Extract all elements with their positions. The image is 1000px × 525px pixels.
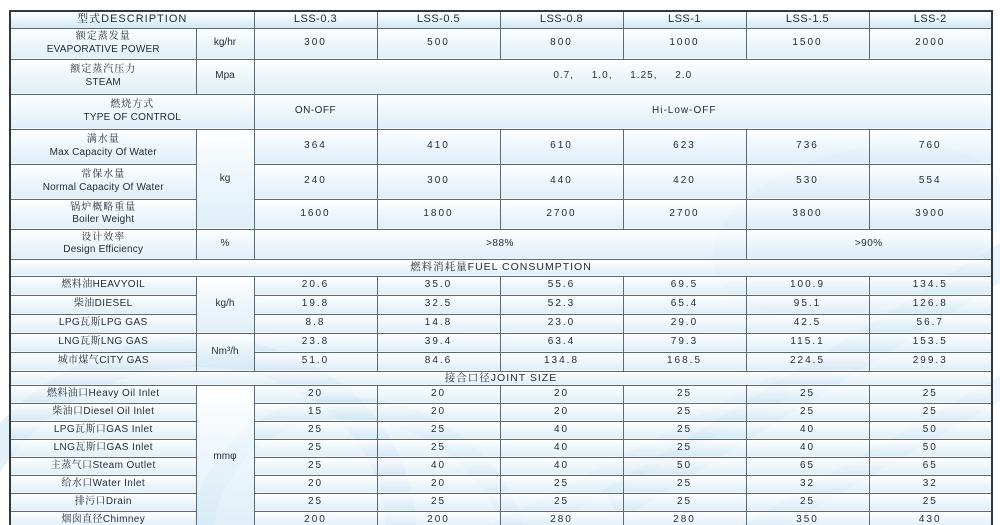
- value-cell: 736: [746, 129, 869, 164]
- row-label-en: Max Capacity Of Water: [49, 146, 157, 158]
- value-cell: 50: [623, 457, 746, 475]
- fuel-row-diesel: [10, 295, 992, 314]
- value-cell: 25: [377, 439, 500, 457]
- unit-cell-kgh: kg/h: [196, 276, 254, 333]
- row-label: LNG瓦斯口GAS Inlet: [10, 439, 196, 457]
- row-label-zh: 额定蒸发量: [75, 31, 131, 42]
- value-cell: 25: [377, 493, 500, 511]
- value-cell: 25: [869, 493, 992, 511]
- value-cell: 20: [254, 475, 377, 493]
- row-label-en: STEAM: [85, 76, 121, 88]
- unit-cell-kg: kg: [196, 129, 254, 229]
- value-cell: 20.6: [254, 276, 377, 295]
- value-cell: 65: [746, 457, 869, 475]
- joint-row-drain: [10, 493, 992, 511]
- value-cell: 15: [254, 403, 377, 421]
- value-cell: 20: [500, 403, 623, 421]
- value-cell: 42.5: [746, 314, 869, 333]
- value-cell: 25: [254, 421, 377, 439]
- joint-row-diesel-oil-inlet: [10, 403, 992, 421]
- row-label: 烟囱直径Chimney: [10, 511, 196, 525]
- joint-row-heavy-oil-inlet: [10, 385, 992, 403]
- row-label: 燃料油HEAVYOIL: [10, 276, 196, 295]
- value-cell: 25: [623, 475, 746, 493]
- row-label: [10, 129, 196, 164]
- value-cell: 224.5: [746, 352, 869, 371]
- steam-pressure-values-cell: 0.7, 1.0, 1.25, 2.0: [254, 59, 992, 94]
- value-cell: 200: [377, 511, 500, 525]
- row-label-en: EVAPORATIVE POWER: [46, 43, 160, 55]
- value-cell: 79.3: [623, 333, 746, 352]
- value-cell: 29.0: [623, 314, 746, 333]
- model-header-lss-0-8: LSS-0.8: [500, 11, 623, 28]
- value-cell: 1000: [623, 28, 746, 59]
- unit-cell: Mpa: [196, 59, 254, 94]
- value-cell: 40: [500, 439, 623, 457]
- value-cell: 20: [377, 385, 500, 403]
- row-label-zh: 额定蒸汽压力: [70, 64, 137, 75]
- value-cell: 554: [869, 164, 992, 199]
- model-header-lss-1: LSS-1: [623, 11, 746, 28]
- value-cell: 40: [377, 457, 500, 475]
- row-label-zh: 燃烧方式: [110, 99, 155, 110]
- value-cell: 2700: [623, 199, 746, 229]
- row-label-en: Design Efficiency: [63, 244, 144, 255]
- joint-row-lpg-gas-inlet: [10, 421, 992, 439]
- value-cell: 168.5: [623, 352, 746, 371]
- value-cell: 3800: [746, 199, 869, 229]
- value-cell: 153.5: [869, 333, 992, 352]
- fuel-row-lng: [10, 333, 992, 352]
- value-cell: 40: [500, 457, 623, 475]
- model-header-lss-2: LSS-2: [869, 11, 992, 28]
- unit-cell: kg/hr: [196, 28, 254, 59]
- value-cell: 55.6: [500, 276, 623, 295]
- fuel-row-heavyoil: [10, 276, 992, 295]
- row-label: [10, 59, 196, 94]
- value-cell: 8.8: [254, 314, 377, 333]
- row-label: 柴油口Diesel Oil Inlet: [10, 403, 196, 421]
- value-cell: 20: [500, 385, 623, 403]
- efficiency-90-cell: >90%: [746, 229, 992, 259]
- value-cell: 95.1: [746, 295, 869, 314]
- value-cell: 63.4: [500, 333, 623, 352]
- value-cell: 25: [746, 403, 869, 421]
- value-cell: 3900: [869, 199, 992, 229]
- fuel-section-header-row: [10, 259, 992, 276]
- value-cell: 23.0: [500, 314, 623, 333]
- value-cell: 1600: [254, 199, 377, 229]
- value-cell: 115.1: [746, 333, 869, 352]
- value-cell: 52.3: [500, 295, 623, 314]
- max-water-row: [10, 129, 992, 164]
- row-label: LPG瓦斯口GAS Inlet: [10, 421, 196, 439]
- value-cell: 25: [377, 421, 500, 439]
- value-cell: 240: [254, 164, 377, 199]
- model-header-lss-0-5: LSS-0.5: [377, 11, 500, 28]
- value-cell: 25: [746, 385, 869, 403]
- value-cell: 40: [746, 421, 869, 439]
- unit-cell-nm3h: Nm³/h: [196, 333, 254, 371]
- row-label-en: Boiler Weight: [72, 214, 135, 225]
- joint-row-water-inlet: [10, 475, 992, 493]
- value-cell: 530: [746, 164, 869, 199]
- value-cell: 610: [500, 129, 623, 164]
- row-label: [10, 199, 196, 229]
- value-cell: 2000: [869, 28, 992, 59]
- control-on-off-cell: ON-OFF: [254, 94, 377, 129]
- value-cell: 134.8: [500, 352, 623, 371]
- value-cell: 1500: [746, 28, 869, 59]
- joint-section-header-row: [10, 371, 992, 385]
- value-cell: 1800: [377, 199, 500, 229]
- value-cell: 800: [500, 28, 623, 59]
- joint-row-lng-gas-inlet: [10, 439, 992, 457]
- value-cell: 300: [254, 28, 377, 59]
- value-cell: 440: [500, 164, 623, 199]
- model-header-lss-1-5: LSS-1.5: [746, 11, 869, 28]
- value-cell: 25: [869, 385, 992, 403]
- joint-row-steam-outlet: [10, 457, 992, 475]
- header-row: [10, 11, 992, 28]
- value-cell: 100.9: [746, 276, 869, 295]
- value-cell: 134.5: [869, 276, 992, 295]
- fuel-section-title: 燃料消耗量FUEL CONSUMPTION: [10, 259, 992, 276]
- value-cell: 14.8: [377, 314, 500, 333]
- row-label: 燃料油口Heavy Oil Inlet: [10, 385, 196, 403]
- row-label: LNG瓦斯LNG GAS: [10, 333, 196, 352]
- value-cell: 25: [500, 493, 623, 511]
- value-cell: 69.5: [623, 276, 746, 295]
- row-label: [10, 94, 254, 129]
- design-efficiency-row: [10, 229, 992, 259]
- value-cell: 32.5: [377, 295, 500, 314]
- value-cell: 760: [869, 129, 992, 164]
- row-label: [10, 164, 196, 199]
- type-of-control-row: [10, 94, 992, 129]
- value-cell: 350: [746, 511, 869, 525]
- row-label: [10, 28, 196, 59]
- row-label-zh: 设计效率: [81, 231, 126, 243]
- value-cell: 65: [869, 457, 992, 475]
- row-label: 主蒸气口Steam Outlet: [10, 457, 196, 475]
- row-label: LPG瓦斯LPG GAS: [10, 314, 196, 333]
- value-cell: 25: [623, 493, 746, 511]
- model-header-lss-0-3: LSS-0.3: [254, 11, 377, 28]
- value-cell: 32: [746, 475, 869, 493]
- value-cell: 410: [377, 129, 500, 164]
- value-cell: 25: [746, 493, 869, 511]
- value-cell: 500: [377, 28, 500, 59]
- row-label-zh: 满水量: [86, 134, 120, 145]
- row-label: [10, 229, 196, 259]
- row-label-zh: 常保水量: [81, 169, 126, 180]
- value-cell: 51.0: [254, 352, 377, 371]
- value-cell: 32: [869, 475, 992, 493]
- row-label-zh: 锅炉概略重量: [70, 201, 137, 213]
- value-cell: 23.8: [254, 333, 377, 352]
- value-cell: 35.0: [377, 276, 500, 295]
- value-cell: 40: [500, 421, 623, 439]
- value-cell: 25: [623, 385, 746, 403]
- value-cell: 25: [623, 421, 746, 439]
- description-header-cell: 型式DESCRIPTION: [10, 11, 254, 28]
- value-cell: 40: [746, 439, 869, 457]
- value-cell: 200: [254, 511, 377, 525]
- value-cell: 50: [869, 439, 992, 457]
- normal-water-row: [10, 164, 992, 199]
- value-cell: 19.8: [254, 295, 377, 314]
- value-cell: 20: [377, 403, 500, 421]
- row-label: 柴油DIESEL: [10, 295, 196, 314]
- value-cell: 280: [500, 511, 623, 525]
- value-cell: 420: [623, 164, 746, 199]
- steam-pressure-row: [10, 59, 992, 94]
- value-cell: 39.4: [377, 333, 500, 352]
- spec-table-container: [9, 10, 993, 525]
- efficiency-88-cell: >88%: [254, 229, 746, 259]
- row-label: 城市煤气CITY GAS: [10, 352, 196, 371]
- value-cell: 25: [623, 403, 746, 421]
- value-cell: 25: [869, 403, 992, 421]
- value-cell: 56.7: [869, 314, 992, 333]
- value-cell: 300: [377, 164, 500, 199]
- joint-row-chimney: [10, 511, 992, 525]
- value-cell: 50: [869, 421, 992, 439]
- value-cell: 364: [254, 129, 377, 164]
- joint-section-title: 接合口径JOINT SIZE: [10, 371, 992, 385]
- value-cell: 84.6: [377, 352, 500, 371]
- boiler-weight-row: [10, 199, 992, 229]
- unit-cell-percent: %: [196, 229, 254, 259]
- row-label: 排污口Drain: [10, 493, 196, 511]
- value-cell: 25: [254, 439, 377, 457]
- value-cell: 25: [623, 439, 746, 457]
- fuel-row-citygas: [10, 352, 992, 371]
- value-cell: 299.3: [869, 352, 992, 371]
- value-cell: 280: [623, 511, 746, 525]
- value-cell: 65.4: [623, 295, 746, 314]
- control-hi-low-off-cell: Hi-Low-OFF: [377, 94, 992, 129]
- boiler-spec-table: [9, 10, 993, 525]
- value-cell: 20: [377, 475, 500, 493]
- row-label-en: Normal Capacity Of Water: [42, 181, 164, 193]
- value-cell: 126.8: [869, 295, 992, 314]
- value-cell: 623: [623, 129, 746, 164]
- unit-cell-mmphi: mmφ: [196, 385, 254, 525]
- value-cell: 430: [869, 511, 992, 525]
- value-cell: 2700: [500, 199, 623, 229]
- fuel-row-lpg: [10, 314, 992, 333]
- value-cell: 25: [500, 475, 623, 493]
- row-label: 给水口Water Inlet: [10, 475, 196, 493]
- value-cell: 20: [254, 385, 377, 403]
- value-cell: 25: [254, 457, 377, 475]
- row-label-en: TYPE OF CONTROL: [83, 111, 181, 123]
- evaporative-power-row: [10, 28, 992, 59]
- value-cell: 25: [254, 493, 377, 511]
